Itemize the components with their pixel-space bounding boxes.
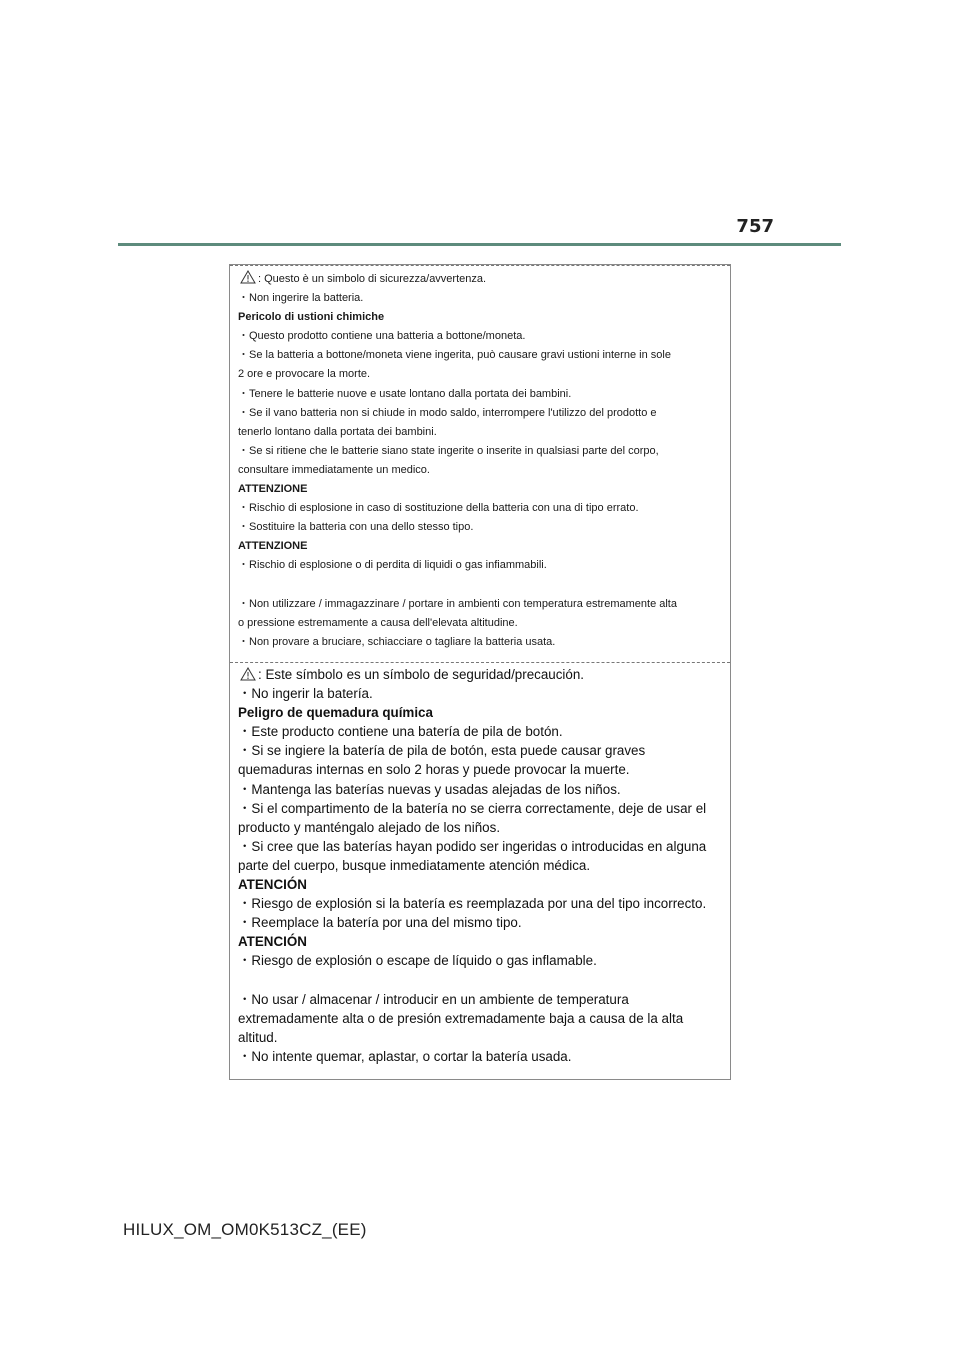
text-line: 2 ore e provocare la morte. — [238, 368, 371, 381]
warning-triangle-icon — [240, 270, 256, 284]
text-line: ・Tenere le batterie nuove e usate lontano dalla portata dei bambini. — [238, 387, 572, 400]
text-line: parte del cuerpo, busque inmediatamente atención médica. — [238, 857, 591, 873]
text-line — [238, 971, 724, 990]
text-line: ・Riesgo de explosión o escape de líquido o gas inflamable. — [238, 953, 597, 969]
text-line: ・No intente quemar, aplastar, o cortar la batería usada. — [238, 1048, 572, 1064]
text-line: ・Si cree que las baterías hayan podido ser ingeridas o introducidas en alguna — [238, 838, 707, 854]
spanish-lines — [238, 684, 724, 1066]
text-line: ・Riesgo de explosión si la batería es reemplazada por una del tipo incorrecto. — [238, 896, 707, 912]
text-line: ・Non utilizzare / immagazzinare / portare in ambienti con temperatura estremamente alta — [238, 597, 677, 610]
text-line: ・Se si ritiene che le batterie siano state ingerite o inserite in qualsiasi parte del corpo, — [238, 444, 659, 457]
text-line: o pressione estremamente a causa dell'elevata altitudine. — [238, 616, 518, 629]
box-top-dashed-rule — [230, 265, 730, 266]
spanish-symbol-note: : Este símbolo es un símbolo de seguridad/precaución. — [258, 667, 585, 682]
section-heading: ATENCIÓN — [238, 877, 307, 893]
spanish-symbol-line — [238, 665, 724, 684]
section-heading: ATTENZIONE — [238, 483, 308, 496]
text-line: producto y manténgalo alejado de los niños. — [238, 819, 501, 835]
page-number: 757 — [736, 216, 774, 237]
text-line: ・Si se ingiere la batería de pila de botón, esta puede causar graves — [238, 743, 646, 759]
section-heading: Pericolo di ustioni chimiche — [238, 311, 385, 324]
section-heading: ATTENZIONE — [238, 540, 308, 553]
italian-lines — [238, 289, 724, 652]
text-line: ・Si el compartimento de la batería no se cierra correctamente, deje de usar el — [238, 800, 707, 816]
text-line: ・No ingerir la batería. — [238, 686, 373, 702]
italian-symbol-line — [238, 270, 724, 289]
document-footer-code: HILUX_OM_OM0K513CZ_(EE) — [123, 1220, 367, 1239]
italian-symbol-note: : Questo è un simbolo di sicurezza/avvertenza. — [258, 273, 487, 285]
section-divider — [230, 662, 730, 663]
text-line — [238, 576, 724, 595]
text-line: extremadamente alta o de presión extremadamente baja a causa de la alta — [238, 1010, 684, 1026]
text-line: quemaduras internas en solo 2 horas y puede provocar la muerte. — [238, 762, 630, 778]
text-line: altitud. — [238, 1029, 278, 1045]
text-line: ・Non provare a bruciare, schiacciare o tagliare la batteria usata. — [238, 635, 556, 648]
text-line: tenerlo lontano dalla portata dei bambini. — [238, 425, 437, 438]
text-line: ・Sostituire la batteria con una dello stesso tipo. — [238, 521, 474, 534]
battery-warning-box — [229, 264, 731, 1080]
text-line: ・Se il vano batteria non si chiude in modo saldo, interrompere l'utilizzo del prodotto e — [238, 406, 657, 419]
warning-triangle-icon — [240, 667, 256, 681]
section-heading: Peligro de quemadura química — [238, 705, 433, 721]
text-line: ・Non ingerire la batteria. — [238, 292, 364, 305]
text-line: ・No usar / almacenar / introducir en un ambiente de temperatura — [238, 991, 629, 1007]
text-line: ・Questo prodotto contiene una batteria a bottone/moneta. — [238, 330, 526, 343]
header-rule — [118, 243, 841, 246]
text-line: ・Reemplace la batería por una del mismo tipo. — [238, 915, 522, 931]
text-line: ・Este producto contiene una batería de pila de botón. — [238, 724, 563, 740]
section-heading: ATENCIÓN — [238, 934, 307, 950]
text-line: ・Se la batteria a bottone/moneta viene ingerita, può causare gravi ustioni interne in sole — [238, 349, 671, 362]
text-line: ・Rischio di esplosione in caso di sostituzione della batteria con una di tipo errato. — [238, 502, 639, 515]
text-line: ・Mantenga las baterías nuevas y usadas alejadas de los niños. — [238, 781, 621, 797]
spanish-warning-section — [238, 665, 724, 1066]
text-line: ・Rischio di esplosione o di perdita di liquidi o gas infiammabili. — [238, 559, 547, 572]
text-line: consultare immediatamente un medico. — [238, 463, 430, 476]
italian-warning-section — [238, 270, 724, 652]
